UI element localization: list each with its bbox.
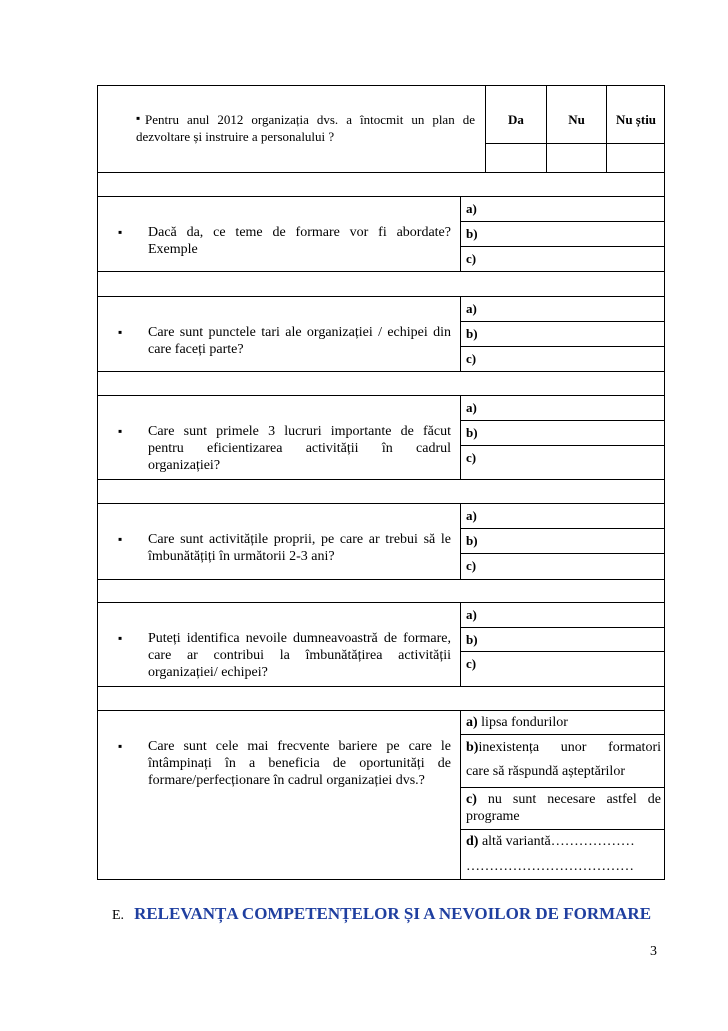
checkbox-nustiu[interactable]: [607, 144, 664, 172]
option-nu-label: Nu: [568, 112, 585, 127]
table-rule: [97, 271, 665, 272]
answer-c-option-cont: programe: [466, 809, 520, 824]
answer-c-field[interactable]: c): [466, 450, 477, 465]
table-rule: [460, 553, 665, 554]
table-rule: [97, 371, 665, 372]
table-rule: [97, 879, 665, 880]
table-rule: [460, 420, 665, 421]
table-rule: [97, 85, 665, 86]
question-text-line: Care sunt cele mai frecvente bariere pe care le: [148, 739, 451, 754]
answer-b-field[interactable]: b): [466, 226, 478, 241]
table-rule: [460, 627, 665, 628]
question-text-line: îmbunătățiți în următorii 2-3 ani?: [148, 549, 335, 564]
answer-c-field[interactable]: c): [466, 656, 477, 671]
question-text-line: Pentru anul 2012 organizația dvs. a întocmit un plan de: [145, 112, 475, 127]
table-rule: [460, 710, 461, 880]
answer-b-field[interactable]: b): [466, 632, 478, 647]
table-rule: [460, 196, 461, 272]
table-border-right: [664, 85, 665, 880]
checkbox-da[interactable]: [486, 144, 546, 172]
answer-b-field[interactable]: b): [466, 533, 478, 548]
bullet-icon: ▪: [118, 225, 123, 239]
section-title: RELEVANȚA COMPETENȚELOR ȘI A NEVOILOR DE FORMARE: [134, 904, 652, 923]
section-heading: [112, 903, 651, 927]
answer-a-field[interactable]: a): [466, 508, 477, 523]
table-rule: [460, 602, 461, 687]
answer-b-option-cont: care să răspundă așteptărilor: [466, 764, 625, 779]
answer-a-field[interactable]: a): [466, 607, 477, 622]
bullet-icon: ▪: [118, 532, 123, 546]
table-rule: [97, 710, 665, 711]
table-rule: [460, 829, 665, 830]
answer-a-field[interactable]: a): [466, 201, 477, 216]
section-letter: E.: [112, 908, 125, 923]
answer-a-field[interactable]: a): [466, 400, 477, 415]
answer-text: lipsa fondurilor: [477, 715, 568, 730]
answer-text: inexistența unor formatori: [478, 740, 661, 755]
question-text-line: Care sunt punctele tari ale organizației / echipei din: [148, 325, 451, 340]
table-rule: [460, 651, 665, 652]
answer-d-option-cont[interactable]: ………………………………: [466, 859, 634, 874]
question-text-line: care faceți parte?: [148, 342, 244, 357]
page-number: 3: [650, 944, 657, 959]
answer-b-field[interactable]: b): [466, 326, 478, 341]
bullet-icon: ▪: [118, 424, 123, 438]
answer-text: nu sunt necesare astfel de: [476, 792, 661, 807]
question-text-line: Exemple: [148, 242, 198, 257]
answer-label: a): [466, 715, 478, 730]
question-text-line: pentru eficientizarea activității în cadrul: [148, 441, 451, 456]
table-rule: [460, 246, 665, 247]
table-rule: [97, 686, 665, 687]
table-rule: [460, 321, 665, 322]
question-text-line: organizației?: [148, 458, 221, 473]
question-text-line: care ar contribui la îmbunătățirea activității: [148, 648, 451, 663]
bullet-icon: ▪: [118, 739, 123, 753]
table-rule: [460, 395, 461, 480]
question-text-line: formare/perfecționare în cadrul organizației dvs.?: [148, 773, 425, 788]
table-rule: [460, 787, 665, 788]
table-rule: [97, 172, 665, 173]
question-text-line: Care sunt activitățile proprii, pe care ar trebui să le: [148, 532, 451, 547]
bullet-icon: ▪: [118, 631, 123, 645]
answer-a-option[interactable]: [466, 714, 661, 731]
table-rule: [97, 479, 665, 480]
answer-b-option[interactable]: [466, 739, 661, 756]
option-da-label: Da: [508, 112, 524, 127]
table-rule: [97, 196, 665, 197]
answer-label: c): [466, 792, 477, 807]
checkbox-nu[interactable]: [547, 144, 606, 172]
table-rule: [460, 445, 665, 446]
bullet-icon: ▪: [118, 325, 123, 339]
question-text-line: Care sunt primele 3 lucruri importante de făcut: [148, 424, 451, 439]
table-rule: [97, 503, 665, 504]
question-text-line: Puteți identifica nevoile dumneavoastră de formare,: [148, 631, 451, 646]
table-rule: [97, 602, 665, 603]
table-rule: [97, 395, 665, 396]
answer-a-field[interactable]: a): [466, 301, 477, 316]
answer-text: altă variantă………………: [478, 834, 635, 849]
table-rule: [460, 503, 461, 580]
question-text-line: dezvoltare și instruire a personalului ?: [136, 129, 335, 144]
answer-label: d): [466, 834, 479, 849]
question-text-line: Dacă da, ce teme de formare vor fi abordate?: [148, 225, 451, 240]
table-rule: [460, 221, 665, 222]
table-rule: [460, 346, 665, 347]
question-text-line: organizației/ echipei?: [148, 665, 268, 680]
answer-b-field[interactable]: b): [466, 425, 478, 440]
answer-c-field[interactable]: c): [466, 251, 477, 266]
table-rule: [460, 296, 461, 372]
table-rule: [97, 579, 665, 580]
bullet-icon: ▪: [136, 111, 141, 125]
option-nustiu-label: Nu știu: [615, 112, 657, 127]
table-border-left: [97, 85, 98, 880]
answer-label: b): [466, 740, 479, 755]
answer-c-field[interactable]: c): [466, 351, 477, 366]
table-rule: [97, 296, 665, 297]
question-text-line: întâmpinați în a beneficia de oportunități de: [148, 756, 451, 771]
table-rule: [460, 734, 665, 735]
answer-d-option[interactable]: [466, 833, 661, 850]
answer-c-field[interactable]: c): [466, 558, 477, 573]
table-rule: [460, 528, 665, 529]
answer-c-option[interactable]: [466, 791, 661, 808]
